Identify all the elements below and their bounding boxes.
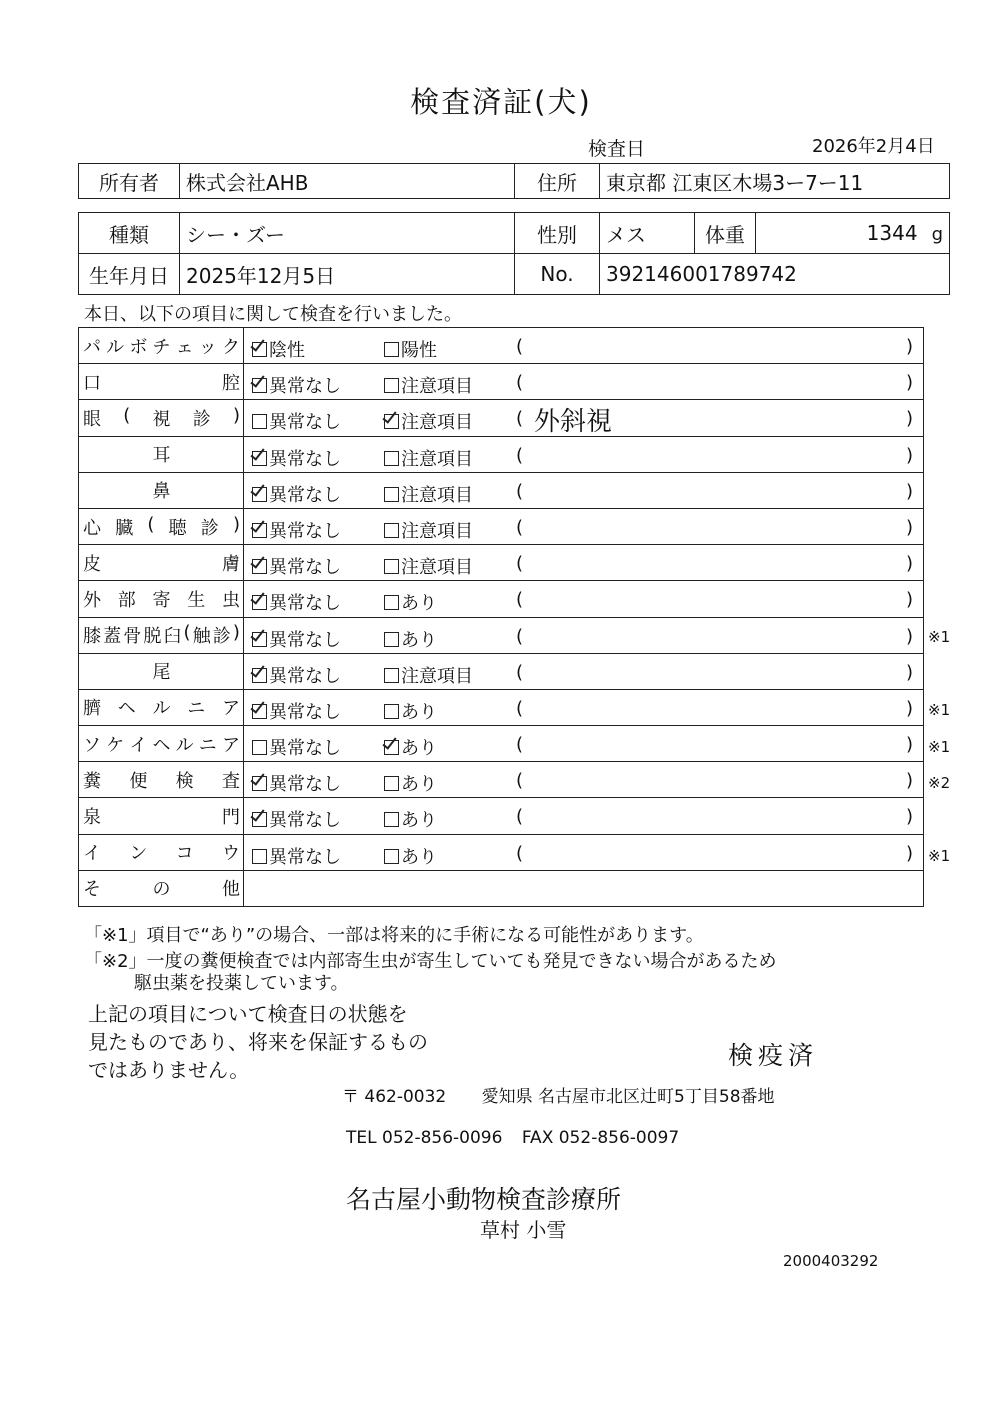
- check-row: [79, 726, 924, 762]
- checkbox-icon[interactable]: [384, 668, 399, 683]
- check-item-label: [79, 514, 243, 540]
- checkbox-icon[interactable]: [252, 414, 267, 429]
- clinic-contact: [346, 1128, 679, 1148]
- checkbox-icon[interactable]: [384, 595, 399, 610]
- item-char: パ: [83, 336, 101, 358]
- item-char: 門: [222, 807, 240, 829]
- option-label: 異常なし: [269, 412, 341, 434]
- option-normal[interactable]: [252, 626, 341, 652]
- item-char: コ: [175, 843, 194, 865]
- option-label: 注意項目: [401, 557, 473, 579]
- option-alert[interactable]: [384, 626, 437, 652]
- option-label: あり: [401, 738, 437, 760]
- option-normal[interactable]: [252, 806, 341, 832]
- option-alert[interactable]: [384, 517, 473, 543]
- note-open-paren: (: [516, 480, 524, 502]
- option-normal[interactable]: [252, 445, 341, 471]
- option-normal[interactable]: [252, 481, 341, 507]
- note-close-paren: ): [905, 625, 913, 647]
- option-label: 異常なし: [269, 738, 341, 760]
- tel-number: TEL 052-856-0096: [346, 1128, 503, 1148]
- intro-text: 本日、以下の項目に関して検査を行いました。: [84, 304, 462, 325]
- owner-label: 所有者: [79, 164, 180, 199]
- note-open-paren: (: [516, 661, 524, 683]
- item-char: イ: [129, 734, 148, 756]
- item-char: ニ: [198, 734, 217, 756]
- option-label: あり: [401, 701, 437, 723]
- item-char: ヘ: [152, 734, 171, 756]
- item-char: 他: [222, 879, 240, 901]
- option-label: 異常なし: [269, 774, 341, 796]
- checkbox-icon[interactable]: [252, 559, 267, 574]
- item-char: ク: [221, 336, 240, 358]
- checkbox-icon[interactable]: [252, 451, 267, 466]
- item-char: 尾: [152, 662, 171, 684]
- check-item-label: [79, 405, 243, 431]
- item-char: 鼻: [152, 481, 171, 503]
- check-item: [79, 364, 244, 400]
- item-char: ェ: [175, 336, 194, 358]
- footnote-mark: ※1: [928, 701, 951, 719]
- option-normal[interactable]: [252, 843, 341, 869]
- check-item-label: [79, 694, 243, 720]
- checkbox-icon[interactable]: [384, 740, 399, 755]
- item-char: 蓋: [103, 626, 122, 648]
- checkbox-icon[interactable]: [384, 812, 399, 827]
- page-title: 検査済証(犬): [410, 85, 592, 119]
- check-item-label: [79, 658, 243, 684]
- option-alert[interactable]: [384, 662, 473, 688]
- address-label: 住所: [515, 164, 600, 199]
- option-label: 注意項目: [401, 484, 473, 506]
- option-normal[interactable]: [252, 408, 341, 434]
- check-item-label: [79, 333, 243, 359]
- check-row: [79, 653, 924, 689]
- footnote-mark: ※1: [928, 847, 951, 866]
- option-alert[interactable]: [384, 408, 473, 434]
- check-options: [244, 472, 924, 508]
- check-options: [244, 508, 924, 544]
- item-char: チ: [152, 336, 171, 358]
- disclaimer-line: 上記の項目について検査日の状態を: [88, 1002, 408, 1026]
- item-char: 膚: [222, 553, 240, 575]
- note-open-paren: (: [516, 842, 524, 864]
- checks-table: [78, 327, 924, 907]
- item-char: 視: [152, 408, 171, 430]
- note-close-paren: ): [905, 661, 913, 683]
- clinic-name: 名古屋小動物検査診療所: [346, 1185, 622, 1214]
- note-open-paren: (: [516, 408, 524, 430]
- option-label: あり: [401, 593, 437, 615]
- checkbox-icon[interactable]: [384, 559, 399, 574]
- item-char: 腔: [222, 372, 240, 394]
- checkbox-icon[interactable]: [384, 378, 399, 393]
- option-label: 注意項目: [401, 448, 473, 470]
- checkbox-icon[interactable]: [252, 378, 267, 393]
- footnote-mark: ※1: [928, 737, 951, 756]
- option-normal[interactable]: [252, 372, 341, 398]
- option-alert[interactable]: [384, 843, 437, 869]
- item-char: 臍: [83, 698, 101, 720]
- check-item: [79, 436, 244, 472]
- note-close-paren: ): [905, 408, 913, 430]
- note-open-paren: (: [516, 336, 524, 357]
- item-char: ): [232, 513, 240, 535]
- check-row: [79, 798, 924, 834]
- item-char: 眼: [83, 408, 101, 430]
- checkbox-icon[interactable]: [252, 776, 267, 791]
- checkbox-icon[interactable]: [252, 849, 267, 864]
- option-alert[interactable]: [384, 589, 437, 615]
- note-open-paren: (: [516, 444, 524, 466]
- checkbox-icon[interactable]: [384, 487, 399, 502]
- birth-label: 生年月日: [79, 254, 180, 295]
- checkbox-icon[interactable]: [252, 523, 267, 538]
- item-char: 診: [192, 408, 211, 430]
- sex-label: 性別: [515, 213, 600, 254]
- option-label: 注意項目: [401, 412, 473, 434]
- address-text: 愛知県 名古屋市北区辻町5丁目58番地: [481, 1087, 775, 1107]
- note-close-paren: ): [905, 770, 913, 792]
- option-label: 異常なし: [269, 846, 341, 868]
- checkbox-icon[interactable]: [252, 812, 267, 827]
- check-options: [244, 834, 924, 870]
- option-alert[interactable]: [384, 698, 437, 724]
- check-options: [244, 581, 924, 617]
- birth-value: 2025年12月5日: [180, 254, 515, 295]
- check-options: [244, 762, 924, 798]
- item-char: 泉: [83, 807, 101, 829]
- option-label: 異常なし: [269, 810, 341, 832]
- option-normal[interactable]: [252, 553, 341, 579]
- item-char: 診: [212, 626, 231, 648]
- note-open-paren: (: [516, 589, 524, 611]
- item-char: ケ: [106, 734, 125, 756]
- note-open-paren: (: [516, 697, 524, 719]
- footnote-mark: ※2: [928, 774, 951, 793]
- item-char: 外: [83, 589, 101, 611]
- note-open-paren: (: [516, 625, 524, 647]
- check-row: [79, 472, 924, 508]
- item-char: 臓: [115, 517, 134, 539]
- check-options: [244, 545, 924, 581]
- footnote-mark: ※1: [928, 627, 951, 646]
- disclaimer: [88, 1000, 428, 1084]
- item-char: イ: [83, 843, 101, 865]
- check-row: [79, 545, 924, 581]
- checkbox-icon[interactable]: [252, 740, 267, 755]
- clinic-address: [342, 1082, 775, 1107]
- item-char: (: [147, 513, 155, 535]
- checkbox-icon[interactable]: [384, 414, 399, 429]
- option-normal[interactable]: [252, 517, 341, 543]
- item-char: (: [123, 404, 131, 426]
- item-char: 触: [192, 626, 211, 648]
- note-close-paren: ): [905, 589, 913, 611]
- item-char: ル: [106, 336, 125, 358]
- note-open-paren: (: [516, 806, 524, 828]
- item-char: ソ: [83, 734, 101, 756]
- option-normal[interactable]: [252, 589, 341, 615]
- item-char: 臼: [163, 626, 182, 648]
- pet-info-table: [78, 212, 950, 295]
- option-label: あり: [401, 846, 437, 868]
- check-options: [244, 689, 924, 725]
- note-close-paren: ): [905, 444, 913, 466]
- check-item: [79, 834, 244, 870]
- check-options: [244, 617, 924, 653]
- check-item: [79, 726, 244, 762]
- check-row: [79, 328, 924, 364]
- weight-cell: [756, 213, 950, 254]
- note-close-paren: ): [905, 336, 913, 357]
- item-char: 虫: [222, 589, 240, 611]
- check-item: [79, 545, 244, 581]
- item-char: 査: [221, 770, 240, 792]
- weight-unit: g: [931, 224, 943, 245]
- option-normal[interactable]: [252, 336, 305, 362]
- handwritten-note: 外斜視: [534, 407, 613, 437]
- option-label: 異常なし: [269, 701, 341, 723]
- checkbox-icon[interactable]: [384, 849, 399, 864]
- weight-value: 1344: [866, 221, 918, 245]
- item-char: 骨: [123, 626, 142, 648]
- check-item-label: [79, 369, 243, 395]
- item-char: 脱: [143, 626, 162, 648]
- option-normal[interactable]: [252, 770, 341, 796]
- check-row: [79, 834, 924, 870]
- option-label: 異常なし: [269, 520, 341, 542]
- checkbox-icon[interactable]: [252, 487, 267, 502]
- check-item: [79, 617, 244, 653]
- check-options: [244, 364, 924, 400]
- check-item-label: [79, 731, 243, 757]
- address-value: 東京都 江東区木場3ー7ー11: [600, 164, 950, 199]
- option-alert[interactable]: [384, 770, 437, 796]
- option-alert[interactable]: [384, 553, 473, 579]
- check-item: [79, 328, 244, 364]
- check-item: [79, 689, 244, 725]
- exam-date-label: 検査日: [588, 138, 646, 160]
- weight-label: 体重: [695, 213, 756, 254]
- item-char: 寄: [152, 589, 171, 611]
- check-item-label: [79, 839, 243, 865]
- check-row: [79, 508, 924, 544]
- option-label: 注意項目: [401, 520, 473, 542]
- note-2a: 「※2」一度の糞便検査では内部寄生虫が寄生していても発見できない場合があるため: [84, 951, 777, 972]
- option-alert[interactable]: [384, 734, 437, 760]
- checkbox-icon[interactable]: [384, 342, 399, 357]
- note-close-paren: ): [905, 480, 913, 502]
- item-char: 部: [117, 589, 136, 611]
- check-item-label: [79, 550, 243, 576]
- option-label: 異常なし: [269, 629, 341, 651]
- check-row: [79, 400, 924, 436]
- item-char: ): [232, 622, 240, 644]
- item-char: ボ: [129, 336, 148, 358]
- check-options: [244, 328, 924, 364]
- item-char: の: [152, 879, 171, 901]
- quarantine-stamp: 検疫済: [728, 1041, 819, 1070]
- other-value: [244, 870, 924, 906]
- checkbox-icon[interactable]: [252, 632, 267, 647]
- check-item: [79, 581, 244, 617]
- note-close-paren: ): [905, 697, 913, 719]
- option-label: 注意項目: [401, 665, 473, 687]
- option-normal[interactable]: [252, 698, 341, 724]
- option-alert[interactable]: [384, 806, 437, 832]
- item-char: 心: [83, 517, 101, 539]
- option-label: 陽性: [401, 340, 437, 361]
- check-item-label: [79, 586, 243, 612]
- note-close-paren: ): [905, 842, 913, 864]
- check-item: [79, 653, 244, 689]
- sex-value: メス: [600, 213, 695, 254]
- option-alert[interactable]: [384, 372, 473, 398]
- checkbox-icon[interactable]: [384, 523, 399, 538]
- note-close-paren: ): [905, 806, 913, 828]
- check-item: [79, 400, 244, 436]
- note-open-paren: (: [516, 734, 524, 756]
- item-char: そ: [83, 879, 101, 901]
- option-label: あり: [401, 629, 437, 651]
- item-char: ン: [129, 843, 148, 865]
- item-char: ア: [222, 698, 240, 720]
- option-label: 異常なし: [269, 665, 341, 687]
- check-item-label: [79, 803, 243, 829]
- check-options: [244, 436, 924, 472]
- serial-number: 2000403292: [783, 1252, 879, 1270]
- check-row: [79, 436, 924, 472]
- option-label: 異常なし: [269, 593, 341, 615]
- item-char: 聴: [168, 517, 187, 539]
- note-close-paren: ): [905, 372, 913, 394]
- checkbox-icon[interactable]: [384, 632, 399, 647]
- other-label-cell: [79, 870, 244, 906]
- note-open-paren: (: [516, 516, 524, 538]
- item-char: ウ: [221, 843, 240, 865]
- item-char: 診: [200, 517, 219, 539]
- note-2b: 駆虫薬を投薬しています。: [134, 973, 349, 994]
- check-options: [244, 653, 924, 689]
- note-close-paren: ): [905, 734, 913, 756]
- checkbox-icon[interactable]: [384, 704, 399, 719]
- item-char: ッ: [198, 336, 217, 358]
- breed-value: シー・ズー: [180, 213, 515, 254]
- option-label: 異常なし: [269, 557, 341, 579]
- check-item: [79, 472, 244, 508]
- check-options: [244, 726, 924, 762]
- check-item-label: [79, 477, 243, 503]
- item-char: 生: [187, 589, 206, 611]
- option-normal[interactable]: [252, 662, 341, 688]
- no-label: No.: [515, 254, 600, 295]
- check-row: [79, 364, 924, 400]
- item-char: ): [232, 404, 240, 426]
- option-alert[interactable]: [384, 445, 473, 471]
- option-alert[interactable]: [384, 481, 473, 507]
- option-label: あり: [401, 810, 437, 832]
- note-open-paren: (: [516, 553, 524, 575]
- item-char: ア: [221, 734, 240, 756]
- note-close-paren: ): [905, 516, 913, 538]
- item-char: 検: [175, 770, 194, 792]
- checkbox-icon[interactable]: [252, 668, 267, 683]
- check-row: [79, 762, 924, 798]
- breed-label: 種類: [79, 213, 180, 254]
- item-char: ル: [175, 734, 194, 756]
- check-item-label: [79, 767, 243, 793]
- item-char: ニ: [187, 698, 206, 720]
- no-value: 392146001789742: [600, 254, 950, 295]
- disclaimer-line: ではありません。: [88, 1058, 250, 1082]
- note-1: 「※1」項目で“あり”の場合、一部は将来的に手術になる可能性があります。: [84, 925, 704, 946]
- checkbox-icon[interactable]: [384, 776, 399, 791]
- option-label: 異常なし: [269, 376, 341, 398]
- option-label: 注意項目: [401, 376, 473, 398]
- item-char: (: [183, 622, 191, 644]
- check-row: [79, 581, 924, 617]
- fax-number: FAX 052-856-0097: [521, 1128, 680, 1148]
- checkbox-icon[interactable]: [252, 704, 267, 719]
- check-row: [79, 617, 924, 653]
- item-char: ヘ: [117, 698, 136, 720]
- item-char: 便: [129, 770, 148, 792]
- option-label: 異常なし: [269, 484, 341, 506]
- option-label: 陰性: [269, 340, 305, 361]
- check-item: [79, 508, 244, 544]
- option-label: あり: [401, 774, 437, 796]
- inspector-name: 草村 小雪: [480, 1218, 567, 1242]
- check-item: [79, 762, 244, 798]
- check-row: [79, 689, 924, 725]
- check-item-label: [79, 441, 243, 467]
- option-normal[interactable]: [252, 734, 341, 760]
- owner-table: [78, 163, 950, 199]
- checkbox-icon[interactable]: [252, 342, 267, 357]
- item-char: ル: [152, 698, 171, 720]
- check-item: [79, 798, 244, 834]
- check-options: [244, 798, 924, 834]
- option-alert[interactable]: [384, 336, 437, 362]
- check-item-label: [79, 622, 243, 648]
- exam-date-value: 2026年2月4日: [812, 136, 935, 157]
- postal-code: 〒 462-0032: [342, 1087, 447, 1107]
- disclaimer-line: 見たものであり、将来を保証するもの: [88, 1030, 428, 1054]
- checkbox-icon[interactable]: [384, 451, 399, 466]
- note-open-paren: (: [516, 372, 524, 394]
- item-char: 口: [83, 372, 101, 394]
- option-label: 異常なし: [269, 448, 341, 470]
- item-char: 膝: [83, 626, 101, 648]
- note-open-paren: (: [516, 770, 524, 792]
- owner-value: 株式会社AHB: [180, 164, 515, 199]
- check-options: [244, 400, 924, 436]
- item-char: 耳: [152, 445, 171, 467]
- item-char: 皮: [83, 553, 101, 575]
- checkbox-icon[interactable]: [252, 595, 267, 610]
- item-char: 糞: [83, 770, 101, 792]
- other-label: [79, 875, 243, 901]
- note-close-paren: ): [905, 553, 913, 575]
